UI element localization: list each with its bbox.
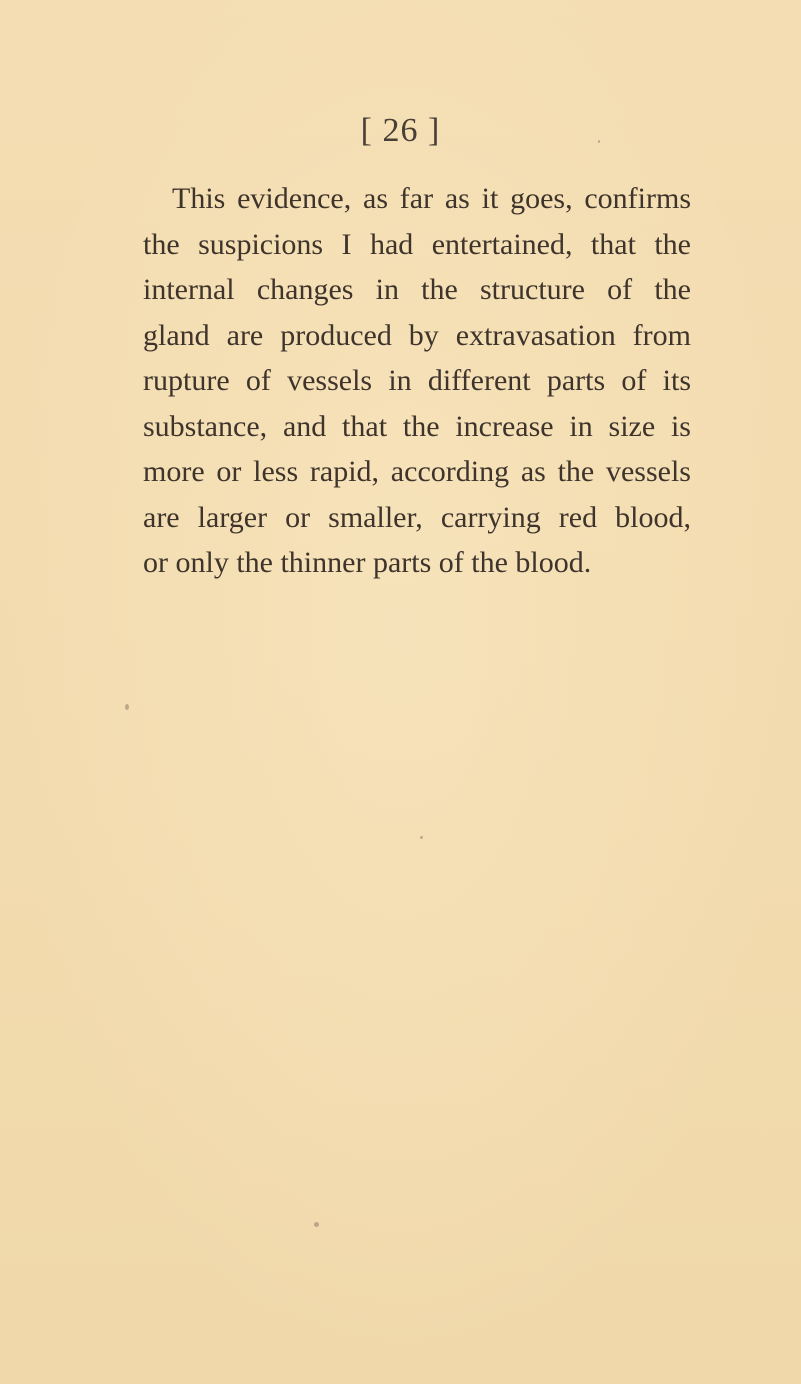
text-line-6: substance, and that the increase in size is: [143, 409, 691, 443]
text-line-9: or only the thinner parts of the blood.: [143, 546, 592, 579]
page-number: [ 26 ]: [360, 112, 441, 149]
text-line-2: the suspicions I had entertained, that the: [143, 227, 691, 261]
text-line-8: are larger or smaller, carrying red blood,: [143, 500, 691, 534]
paper-speck: [125, 704, 129, 710]
text-line-3: internal changes in the structure of the: [143, 273, 691, 306]
text-line-7: more or less rapid, according as the vessels: [143, 455, 691, 488]
paper-speck: [598, 140, 600, 143]
text-line-4: gland are produced by extravasation from: [143, 318, 691, 352]
paper-speck: [314, 1222, 319, 1227]
text-line-5: rupture of vessels in different parts of its: [143, 364, 691, 397]
paragraph: [143, 176, 691, 586]
paper-speck: [420, 836, 423, 839]
text-line-1: This evidence, as far as it goes, confirms: [172, 182, 691, 215]
